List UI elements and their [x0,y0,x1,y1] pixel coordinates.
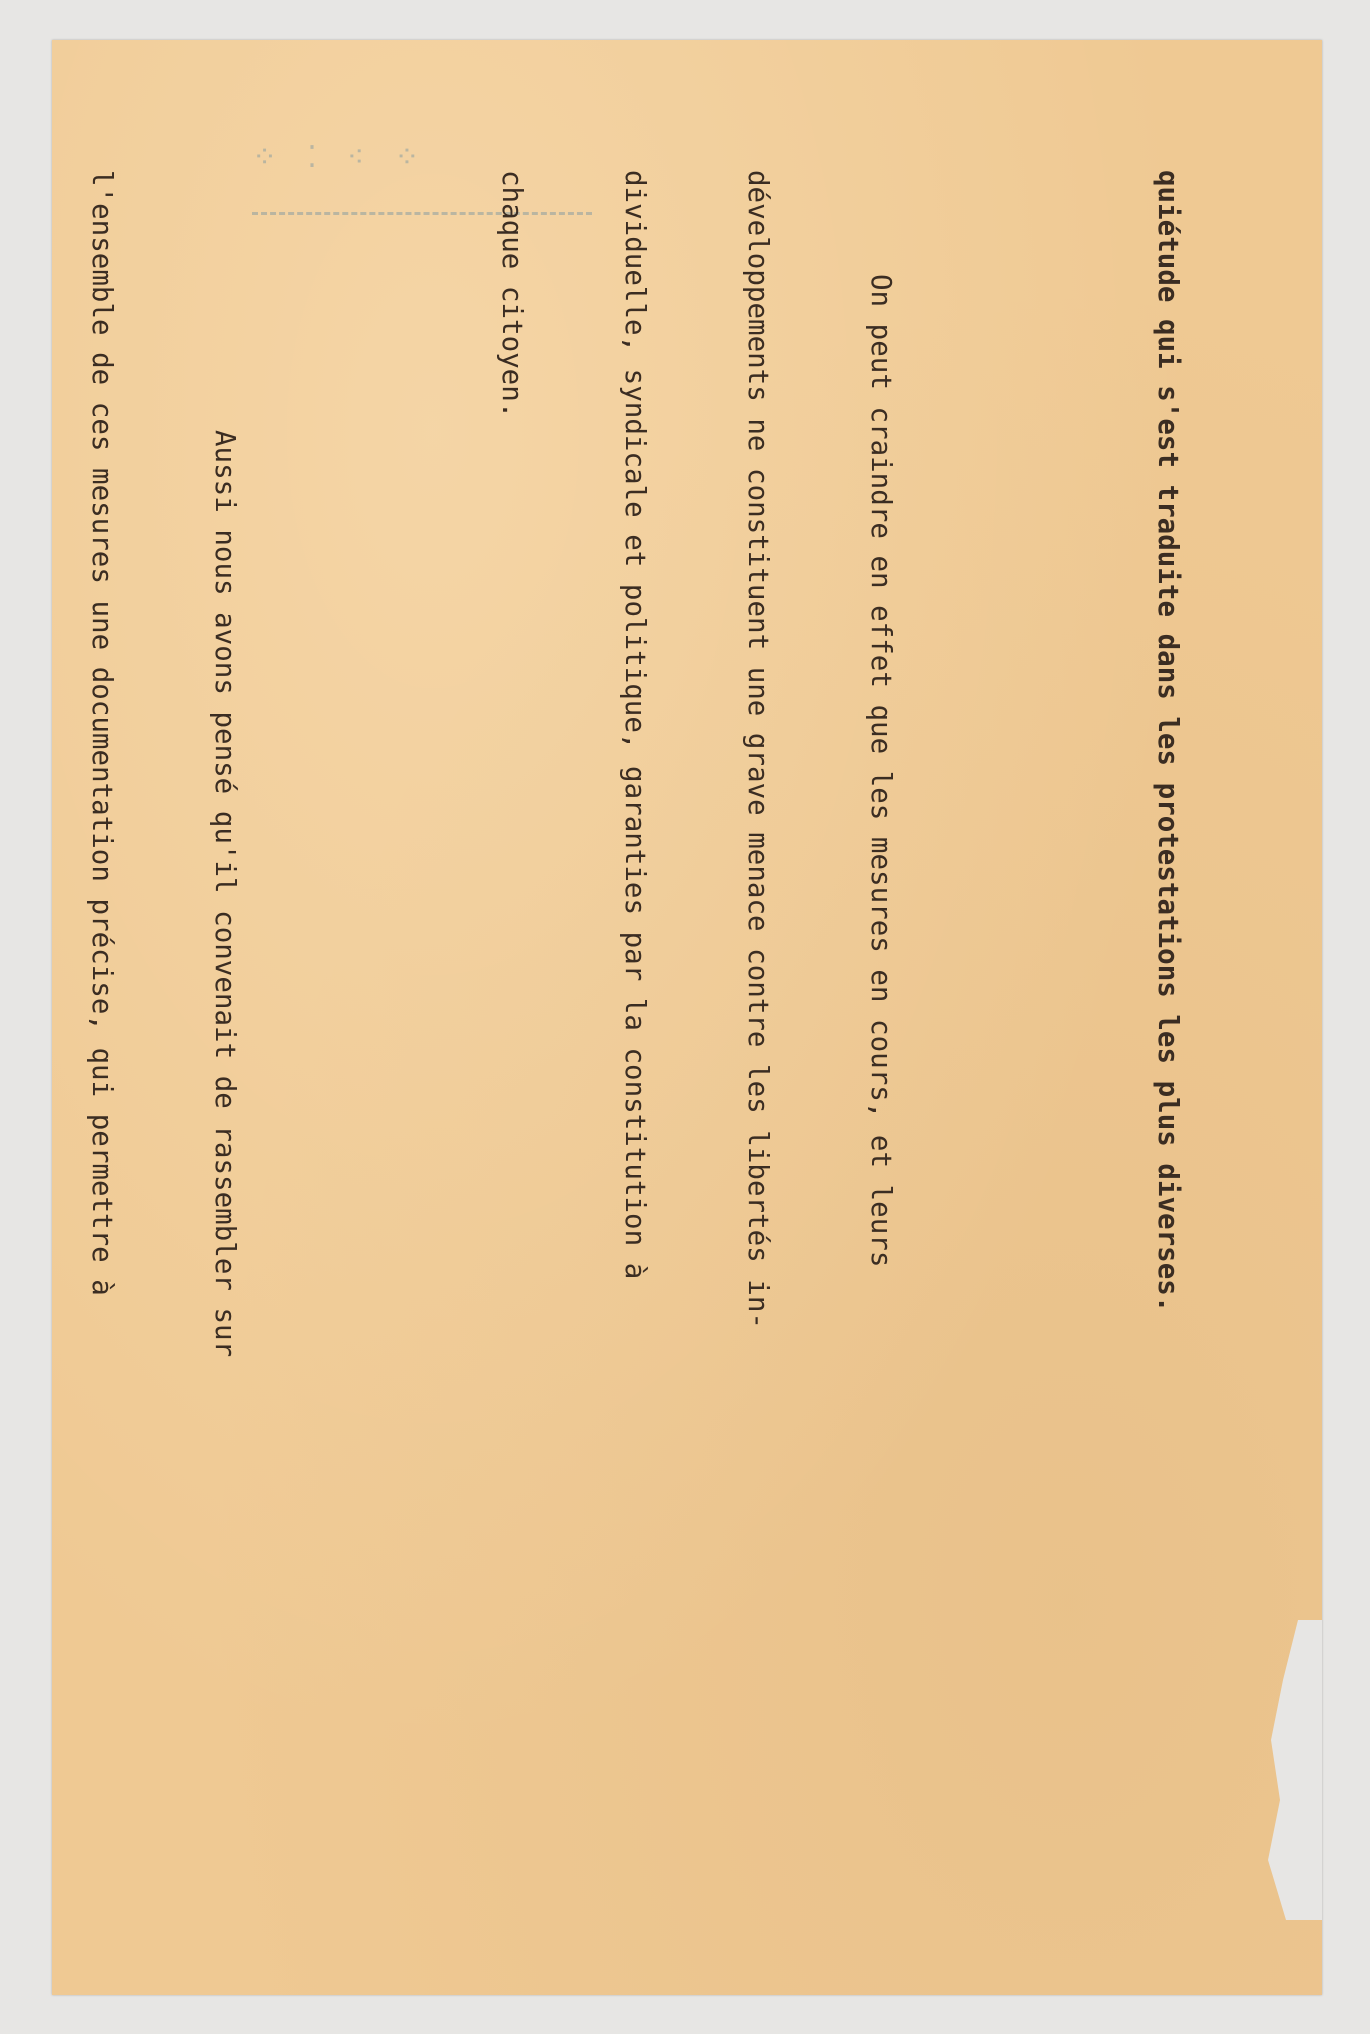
paragraph1-line: chaque citoyen. [496,170,528,419]
faded-stamp: ⁘ ⁚ ⁖ ⁘ [252,140,426,175]
paragraph2-line: l'ensemble de ces mesures une documentation précise, qui permettre à [86,170,118,1296]
paragraph1-line: dividuelle, syndicale et politique, garanties par la constitution à [619,170,651,1280]
paragraph1-line: On peut craindre en effet que les mesures en cours, et leurs [865,274,897,1268]
typed-text-block [86,170,1270,1950]
paragraph2-line: Aussi nous avons pensé qu'il convenait de rassembler sur [209,430,241,1358]
paragraph1-line: développements ne constituent une grave menace contre les libertés in- [742,170,774,1329]
top-line: quiétude qui s'est traduite dans les protestations les plus diverses. [1152,170,1184,1313]
